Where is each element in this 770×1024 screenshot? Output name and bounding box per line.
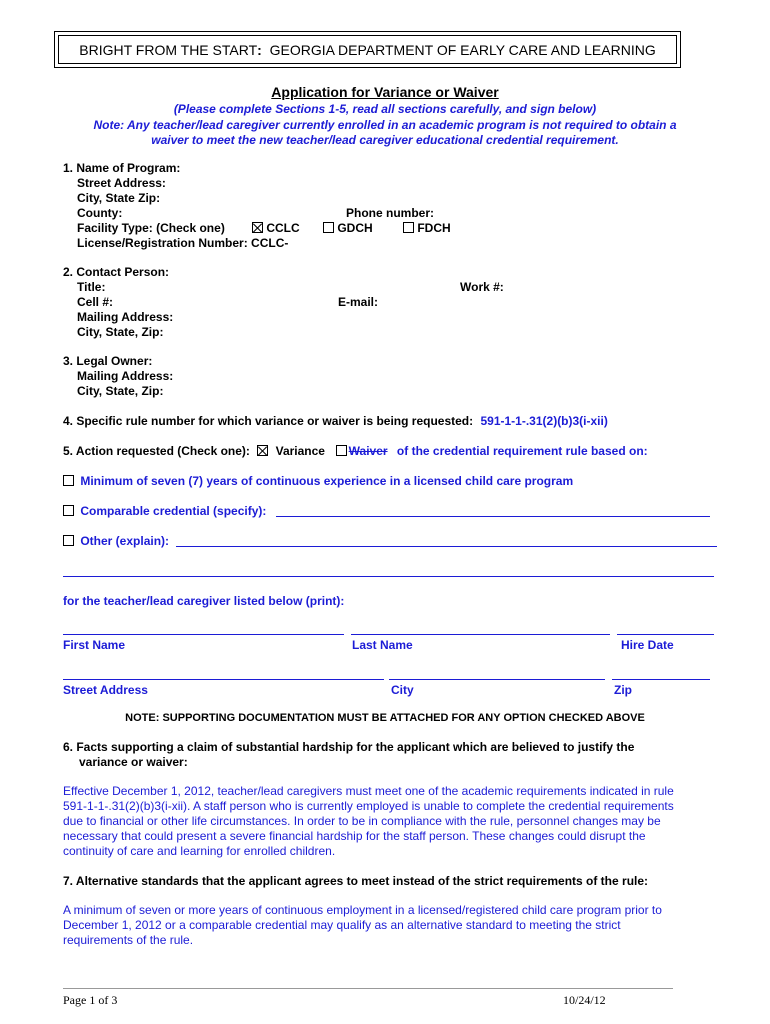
checkbox-comparable[interactable] <box>63 505 74 516</box>
checkbox-minimum[interactable] <box>63 475 74 486</box>
label-waiver-struck: Waiver <box>348 444 388 458</box>
label-street-address: Street Address: <box>77 176 166 190</box>
footer-date: 10/24/12 <box>563 993 606 1007</box>
rule-number: 591-1-1-.31(2)(b)3(i-xii) <box>480 414 608 428</box>
label-first-name: First Name <box>63 638 126 652</box>
other-line-2[interactable] <box>63 576 714 577</box>
last-name-line[interactable] <box>351 634 610 635</box>
label-city-teacher: City <box>391 683 414 697</box>
label-zip-teacher: Zip <box>614 683 632 697</box>
first-name-line[interactable] <box>63 634 344 635</box>
section7-label: 7. Alternative standards that the applicant agrees to meet instead of the strict requirements of the rule: <box>63 874 649 888</box>
city-line[interactable] <box>389 679 605 680</box>
label-last-name: Last Name <box>352 638 413 652</box>
label-facility-type: Facility Type: (Check one) <box>77 221 225 235</box>
footer-page: Page 1 of 3 <box>63 993 118 1007</box>
note-line-2: waiver to meet the new teacher/lead caregiver educational credential requirement. <box>151 133 619 147</box>
section6-label-1: 6. Facts supporting a claim of substantial hardship for the applicant which are believed to justify the <box>63 740 635 754</box>
section7-text: A minimum of seven or more years of continuous employment in a licensed/registered child care program prior to December 1, 2012 or a comparable credential may qualify as an alternative standard to meeting the strict requirements of the rule. <box>63 903 662 947</box>
label-phone-number: Phone number: <box>346 206 435 220</box>
instructions: (Please complete Sections 1-5, read all sections carefully, and sign below) <box>173 102 597 116</box>
zip-line[interactable] <box>612 679 710 680</box>
label-owner-mailing: Mailing Address: <box>77 369 174 383</box>
note-line-1: Note: Any teacher/lead caregiver currently enrolled in an academic program is not required to obtain a <box>93 118 677 132</box>
label-name-of-program: 1. Name of Program: <box>63 161 181 175</box>
footer-rule <box>63 988 673 989</box>
comparable-line[interactable] <box>276 516 710 517</box>
checkbox-cclc-checked[interactable] <box>252 222 263 233</box>
section6-label-2: variance or waiver: <box>79 755 188 769</box>
option-comparable-credential[interactable]: Comparable credential (specify): <box>63 504 266 518</box>
option-minimum-seven-years[interactable]: Minimum of seven (7) years of continuous experience in a licensed child care program <box>63 474 573 488</box>
header-box <box>54 31 681 68</box>
label-title: Title: <box>77 280 106 294</box>
label-owner-city: City, State, Zip: <box>77 384 164 398</box>
option-other[interactable]: Other (explain): <box>63 534 169 548</box>
for-teacher-label: for the teacher/lead caregiver listed below (print): <box>63 594 345 608</box>
facility-option-fdch[interactable]: FDCH <box>403 221 451 235</box>
label-email: E-mail: <box>338 295 379 309</box>
label-variance: Variance <box>275 444 325 458</box>
label-hire-date: Hire Date <box>621 638 674 652</box>
facility-option-cclc[interactable]: CCLC <box>252 221 300 235</box>
checkbox-variance-checked[interactable] <box>257 445 268 456</box>
label-license-number: License/Registration Number: CCLC- <box>77 236 289 250</box>
section5-row: 5. Action requested (Check one): Variance Waiver of the credential requirement rule based on: <box>63 444 648 458</box>
other-line[interactable] <box>176 546 717 547</box>
checkbox-other[interactable] <box>63 535 74 546</box>
street-address-line[interactable] <box>63 679 384 680</box>
label-cell: Cell #: <box>77 295 114 309</box>
page-title: Application for Variance or Waiver <box>271 84 499 100</box>
supporting-note: NOTE: SUPPORTING DOCUMENTATION MUST BE ATTACHED FOR ANY OPTION CHECKED ABOVE <box>125 712 645 724</box>
label-county: County: <box>77 206 123 220</box>
label-contact-person: 2. Contact Person: <box>63 265 170 279</box>
checkbox-gdch[interactable] <box>323 222 334 233</box>
section4-row: 4. Specific rule number for which variance or waiver is being requested: 591-1-1-.31(2)(b)3(i-xii) <box>63 414 608 428</box>
agency-header: BRIGHT FROM THE START: GEORGIA DEPARTMENT OF EARLY CARE AND LEARNING <box>79 42 656 58</box>
section6-text: Effective December 1, 2012, teacher/lead caregivers must meet one of the academic requirements indicated in rule 591-1-1-.31(2)(b)3(i-xii). A staff person who is currently employed is unable to complete the credential requirements due to financial or other life circumstances. In order to be in compliance with the rule, personnel changes may be necessary that could present a severe financial hardship for the staff person. These changes could disrupt the continuity of care and learning for enrolled children. <box>63 784 674 858</box>
checkbox-waiver[interactable] <box>336 445 347 456</box>
label-work: Work #: <box>460 280 504 294</box>
label-contact-city: City, State, Zip: <box>77 325 164 339</box>
label-legal-owner: 3. Legal Owner: <box>63 354 153 368</box>
label-city-state-zip: City, State Zip: <box>77 191 161 205</box>
label-based-on: of the credential requirement rule based on: <box>396 444 648 458</box>
checkbox-fdch[interactable] <box>403 222 414 233</box>
hire-date-line[interactable] <box>617 634 714 635</box>
label-street-address-teacher: Street Address <box>63 683 148 697</box>
label-contact-mailing: Mailing Address: <box>77 310 174 324</box>
facility-option-gdch[interactable]: GDCH <box>323 221 373 235</box>
